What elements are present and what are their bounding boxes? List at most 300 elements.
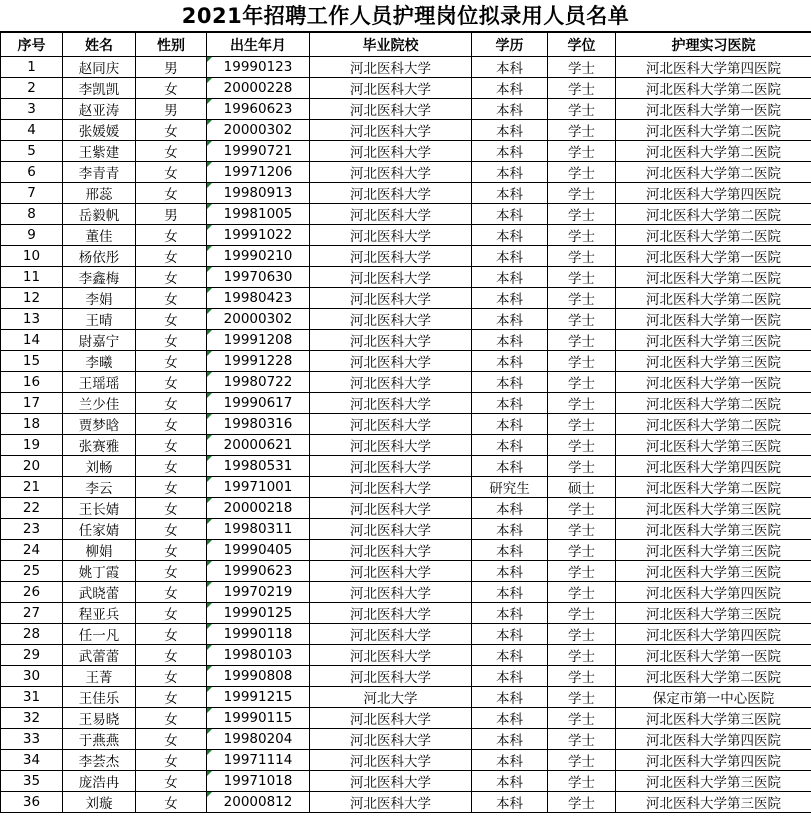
cell-seq: 26 — [1, 582, 63, 603]
cell-birth: 19971018 — [207, 771, 310, 792]
cell-school: 河北医科大学 — [310, 120, 472, 141]
cell-birth: 19980103 — [207, 645, 310, 666]
cell-hospital: 河北医科大学第四医院 — [616, 582, 811, 603]
cell-name: 姚丁霞 — [63, 561, 136, 582]
table-row — [1, 288, 811, 309]
cell-education: 本科 — [472, 456, 548, 477]
cell-education: 本科 — [472, 540, 548, 561]
cell-degree: 学士 — [548, 519, 616, 540]
table-row — [1, 540, 811, 561]
cell-gender: 女 — [136, 666, 207, 687]
cell-gender: 女 — [136, 414, 207, 435]
cell-education: 研究生 — [472, 477, 548, 498]
cell-hospital: 河北医科大学第三医院 — [616, 498, 811, 519]
cell-hospital: 河北医科大学第一医院 — [616, 645, 811, 666]
cell-education: 本科 — [472, 78, 548, 99]
table-row — [1, 729, 811, 750]
cell-school: 河北医科大学 — [310, 57, 472, 78]
cell-gender: 女 — [136, 792, 207, 813]
cell-seq: 33 — [1, 729, 63, 750]
cell-name: 王易晓 — [63, 708, 136, 729]
table-row — [1, 687, 811, 708]
cell-gender: 女 — [136, 729, 207, 750]
cell-gender: 女 — [136, 498, 207, 519]
cell-education: 本科 — [472, 99, 548, 120]
cell-hospital: 河北医科大学第二医院 — [616, 414, 811, 435]
cell-education: 本科 — [472, 687, 548, 708]
cell-hospital: 河北医科大学第三医院 — [616, 603, 811, 624]
cell-gender: 女 — [136, 141, 207, 162]
table-row — [1, 666, 811, 687]
cell-degree: 学士 — [548, 582, 616, 603]
cell-name: 武晓蕾 — [63, 582, 136, 603]
cell-gender: 女 — [136, 267, 207, 288]
cell-school: 河北医科大学 — [310, 645, 472, 666]
cell-birth: 19970630 — [207, 267, 310, 288]
cell-school: 河北医科大学 — [310, 729, 472, 750]
cell-name: 李娟 — [63, 288, 136, 309]
cell-school: 河北医科大学 — [310, 267, 472, 288]
cell-education: 本科 — [472, 309, 548, 330]
cell-name: 邢蕊 — [63, 183, 136, 204]
cell-school: 河北医科大学 — [310, 393, 472, 414]
cell-school: 河北医科大学 — [310, 246, 472, 267]
cell-name: 刘畅 — [63, 456, 136, 477]
cell-hospital: 河北医科大学第三医院 — [616, 792, 811, 813]
cell-hospital: 河北医科大学第二医院 — [616, 120, 811, 141]
cell-seq: 30 — [1, 666, 63, 687]
cell-degree: 学士 — [548, 708, 616, 729]
cell-gender: 女 — [136, 456, 207, 477]
cell-school: 河北医科大学 — [310, 351, 472, 372]
cell-education: 本科 — [472, 792, 548, 813]
cell-degree: 学士 — [548, 57, 616, 78]
cell-school: 河北医科大学 — [310, 183, 472, 204]
cell-school: 河北医科大学 — [310, 309, 472, 330]
cell-school: 河北医科大学 — [310, 225, 472, 246]
cell-degree: 学士 — [548, 456, 616, 477]
cell-birth: 19971001 — [207, 477, 310, 498]
cell-school: 河北医科大学 — [310, 435, 472, 456]
cell-degree: 学士 — [548, 351, 616, 372]
cell-name: 武蕾蕾 — [63, 645, 136, 666]
table-row — [1, 708, 811, 729]
cell-gender: 女 — [136, 120, 207, 141]
table-row — [1, 435, 811, 456]
cell-birth: 19980311 — [207, 519, 310, 540]
cell-seq: 19 — [1, 435, 63, 456]
cell-degree: 学士 — [548, 792, 616, 813]
cell-gender: 女 — [136, 393, 207, 414]
cell-seq: 35 — [1, 771, 63, 792]
cell-name: 李曦 — [63, 351, 136, 372]
cell-gender: 女 — [136, 372, 207, 393]
cell-school: 河北医科大学 — [310, 771, 472, 792]
cell-degree: 学士 — [548, 288, 616, 309]
table-row — [1, 393, 811, 414]
cell-seq: 28 — [1, 624, 63, 645]
cell-school: 河北医科大学 — [310, 519, 472, 540]
cell-school: 河北医科大学 — [310, 792, 472, 813]
cell-degree: 学士 — [548, 78, 616, 99]
cell-degree: 学士 — [548, 225, 616, 246]
cell-hospital: 河北医科大学第一医院 — [616, 372, 811, 393]
cell-education: 本科 — [472, 435, 548, 456]
cell-school: 河北医科大学 — [310, 141, 472, 162]
cell-birth: 19990617 — [207, 393, 310, 414]
cell-hospital: 河北医科大学第二医院 — [616, 141, 811, 162]
cell-hospital: 河北医科大学第一医院 — [616, 246, 811, 267]
cell-hospital: 保定市第一中心医院 — [616, 687, 811, 708]
cell-hospital: 河北医科大学第四医院 — [616, 624, 811, 645]
cell-seq: 21 — [1, 477, 63, 498]
cell-name: 于燕燕 — [63, 729, 136, 750]
cell-gender: 男 — [136, 57, 207, 78]
cell-education: 本科 — [472, 414, 548, 435]
cell-school: 河北大学 — [310, 687, 472, 708]
cell-degree: 学士 — [548, 330, 616, 351]
cell-education: 本科 — [472, 372, 548, 393]
cell-birth: 19991208 — [207, 330, 310, 351]
cell-degree: 学士 — [548, 498, 616, 519]
cell-name: 任一凡 — [63, 624, 136, 645]
cell-name: 岳毅帆 — [63, 204, 136, 225]
cell-name: 杨依彤 — [63, 246, 136, 267]
cell-gender: 女 — [136, 603, 207, 624]
cell-name: 赵亚涛 — [63, 99, 136, 120]
cell-name: 李青青 — [63, 162, 136, 183]
cell-education: 本科 — [472, 645, 548, 666]
cell-birth: 19980423 — [207, 288, 310, 309]
cell-gender: 女 — [136, 771, 207, 792]
cell-hospital: 河北医科大学第二医院 — [616, 393, 811, 414]
cell-gender: 女 — [136, 750, 207, 771]
cell-seq: 5 — [1, 141, 63, 162]
table-row — [1, 645, 811, 666]
cell-birth: 19990721 — [207, 141, 310, 162]
cell-school: 河北医科大学 — [310, 477, 472, 498]
cell-hospital: 河北医科大学第二医院 — [616, 204, 811, 225]
cell-degree: 学士 — [548, 99, 616, 120]
cell-name: 刘璇 — [63, 792, 136, 813]
cell-gender: 女 — [136, 561, 207, 582]
table-row — [1, 183, 811, 204]
cell-seq: 2 — [1, 78, 63, 99]
cell-degree: 学士 — [548, 393, 616, 414]
cell-seq: 22 — [1, 498, 63, 519]
cell-degree: 学士 — [548, 666, 616, 687]
cell-birth: 20000302 — [207, 120, 310, 141]
cell-gender: 女 — [136, 225, 207, 246]
cell-seq: 29 — [1, 645, 63, 666]
cell-name: 王紫建 — [63, 141, 136, 162]
cell-birth: 19971206 — [207, 162, 310, 183]
cell-name: 李凯凯 — [63, 78, 136, 99]
cell-hospital: 河北医科大学第一医院 — [616, 309, 811, 330]
cell-hospital: 河北医科大学第二医院 — [616, 162, 811, 183]
cell-name: 庞浩冉 — [63, 771, 136, 792]
header-birth: 出生年月 — [207, 33, 310, 57]
cell-seq: 16 — [1, 372, 63, 393]
table-row — [1, 372, 811, 393]
cell-birth: 20000228 — [207, 78, 310, 99]
cell-seq: 32 — [1, 708, 63, 729]
cell-education: 本科 — [472, 624, 548, 645]
cell-degree: 学士 — [548, 414, 616, 435]
table-row — [1, 267, 811, 288]
cell-birth: 19960623 — [207, 99, 310, 120]
cell-name: 王菁 — [63, 666, 136, 687]
cell-birth: 19990125 — [207, 603, 310, 624]
cell-hospital: 河北医科大学第三医院 — [616, 435, 811, 456]
cell-name: 李云 — [63, 477, 136, 498]
cell-degree: 学士 — [548, 624, 616, 645]
header-name: 姓名 — [63, 33, 136, 57]
cell-education: 本科 — [472, 603, 548, 624]
cell-birth: 19990123 — [207, 57, 310, 78]
cell-hospital: 河北医科大学第三医院 — [616, 330, 811, 351]
cell-birth: 19980204 — [207, 729, 310, 750]
cell-birth: 19991022 — [207, 225, 310, 246]
cell-school: 河北医科大学 — [310, 603, 472, 624]
cell-name: 张媛媛 — [63, 120, 136, 141]
cell-degree: 学士 — [548, 729, 616, 750]
cell-education: 本科 — [472, 729, 548, 750]
cell-name: 王长婧 — [63, 498, 136, 519]
table-row — [1, 78, 811, 99]
cell-education: 本科 — [472, 498, 548, 519]
cell-seq: 4 — [1, 120, 63, 141]
cell-degree: 学士 — [548, 162, 616, 183]
cell-birth: 19990405 — [207, 540, 310, 561]
cell-school: 河北医科大学 — [310, 99, 472, 120]
cell-birth: 19990808 — [207, 666, 310, 687]
cell-education: 本科 — [472, 330, 548, 351]
cell-education: 本科 — [472, 57, 548, 78]
cell-birth: 19991215 — [207, 687, 310, 708]
cell-birth: 19971114 — [207, 750, 310, 771]
cell-hospital: 河北医科大学第四医院 — [616, 183, 811, 204]
table-row — [1, 792, 811, 813]
cell-degree: 学士 — [548, 141, 616, 162]
cell-gender: 女 — [136, 183, 207, 204]
cell-name: 程亚兵 — [63, 603, 136, 624]
cell-name: 柳娟 — [63, 540, 136, 561]
table-row — [1, 120, 811, 141]
cell-birth: 19970219 — [207, 582, 310, 603]
table-row — [1, 519, 811, 540]
table-row — [1, 561, 811, 582]
cell-school: 河北医科大学 — [310, 78, 472, 99]
cell-seq: 11 — [1, 267, 63, 288]
cell-seq: 14 — [1, 330, 63, 351]
table-row — [1, 414, 811, 435]
cell-hospital: 河北医科大学第二医院 — [616, 267, 811, 288]
cell-name: 张赛雅 — [63, 435, 136, 456]
cell-degree: 学士 — [548, 540, 616, 561]
cell-birth: 20000218 — [207, 498, 310, 519]
cell-name: 赵同庆 — [63, 57, 136, 78]
cell-seq: 20 — [1, 456, 63, 477]
header-gender: 性别 — [136, 33, 207, 57]
cell-gender: 女 — [136, 708, 207, 729]
cell-degree: 学士 — [548, 246, 616, 267]
cell-seq: 12 — [1, 288, 63, 309]
table-row — [1, 99, 811, 120]
cell-hospital: 河北医科大学第二医院 — [616, 477, 811, 498]
cell-gender: 女 — [136, 309, 207, 330]
cell-seq: 10 — [1, 246, 63, 267]
cell-hospital: 河北医科大学第三医院 — [616, 771, 811, 792]
cell-education: 本科 — [472, 351, 548, 372]
table-row — [1, 750, 811, 771]
cell-education: 本科 — [472, 204, 548, 225]
cell-degree: 学士 — [548, 435, 616, 456]
cell-education: 本科 — [472, 666, 548, 687]
cell-seq: 25 — [1, 561, 63, 582]
cell-gender: 女 — [136, 687, 207, 708]
cell-seq: 31 — [1, 687, 63, 708]
table-row — [1, 204, 811, 225]
cell-hospital: 河北医科大学第二医院 — [616, 78, 811, 99]
table-row — [1, 477, 811, 498]
cell-hospital: 河北医科大学第二医院 — [616, 225, 811, 246]
cell-birth: 19990210 — [207, 246, 310, 267]
cell-education: 本科 — [472, 708, 548, 729]
cell-gender: 女 — [136, 519, 207, 540]
table-row — [1, 498, 811, 519]
cell-gender: 女 — [136, 624, 207, 645]
cell-education: 本科 — [472, 582, 548, 603]
table-row — [1, 456, 811, 477]
cell-seq: 24 — [1, 540, 63, 561]
cell-gender: 女 — [136, 288, 207, 309]
cell-degree: 学士 — [548, 561, 616, 582]
cell-birth: 19990115 — [207, 708, 310, 729]
cell-gender: 女 — [136, 78, 207, 99]
cell-school: 河北医科大学 — [310, 162, 472, 183]
cell-school: 河北医科大学 — [310, 666, 472, 687]
cell-seq: 3 — [1, 99, 63, 120]
cell-education: 本科 — [472, 750, 548, 771]
cell-gender: 女 — [136, 582, 207, 603]
cell-degree: 学士 — [548, 204, 616, 225]
cell-birth: 19981005 — [207, 204, 310, 225]
cell-name: 尉嘉宁 — [63, 330, 136, 351]
cell-birth: 19980531 — [207, 456, 310, 477]
cell-gender: 女 — [136, 351, 207, 372]
cell-seq: 13 — [1, 309, 63, 330]
cell-name: 王佳乐 — [63, 687, 136, 708]
cell-birth: 19980913 — [207, 183, 310, 204]
cell-birth: 20000812 — [207, 792, 310, 813]
table-row — [1, 351, 811, 372]
cell-school: 河北医科大学 — [310, 708, 472, 729]
table-row — [1, 309, 811, 330]
table-row — [1, 141, 811, 162]
table-row — [1, 57, 811, 78]
table-row — [1, 330, 811, 351]
cell-hospital: 河北医科大学第四医院 — [616, 57, 811, 78]
cell-degree: 学士 — [548, 687, 616, 708]
cell-seq: 27 — [1, 603, 63, 624]
cell-school: 河北医科大学 — [310, 624, 472, 645]
cell-seq: 17 — [1, 393, 63, 414]
candidate-table — [0, 32, 811, 813]
cell-school: 河北医科大学 — [310, 330, 472, 351]
cell-seq: 15 — [1, 351, 63, 372]
page-title: 2021年招聘工作人员护理岗位拟录用人员名单 — [0, 0, 811, 32]
cell-birth: 19990118 — [207, 624, 310, 645]
table-row — [1, 771, 811, 792]
cell-gender: 女 — [136, 477, 207, 498]
cell-degree: 学士 — [548, 750, 616, 771]
cell-name: 兰少佳 — [63, 393, 136, 414]
cell-hospital: 河北医科大学第三医院 — [616, 519, 811, 540]
table-row — [1, 246, 811, 267]
header-degree: 学位 — [548, 33, 616, 57]
cell-education: 本科 — [472, 771, 548, 792]
cell-education: 本科 — [472, 267, 548, 288]
cell-degree: 学士 — [548, 309, 616, 330]
header-education: 学历 — [472, 33, 548, 57]
cell-degree: 学士 — [548, 372, 616, 393]
cell-hospital: 河北医科大学第三医院 — [616, 540, 811, 561]
cell-birth: 19980722 — [207, 372, 310, 393]
cell-gender: 男 — [136, 204, 207, 225]
cell-education: 本科 — [472, 120, 548, 141]
cell-degree: 学士 — [548, 645, 616, 666]
cell-hospital: 河北医科大学第二医院 — [616, 288, 811, 309]
cell-name: 王瑶瑶 — [63, 372, 136, 393]
cell-seq: 18 — [1, 414, 63, 435]
cell-education: 本科 — [472, 225, 548, 246]
header-school: 毕业院校 — [310, 33, 472, 57]
cell-education: 本科 — [472, 141, 548, 162]
cell-birth: 19980316 — [207, 414, 310, 435]
cell-name: 董佳 — [63, 225, 136, 246]
cell-seq: 1 — [1, 57, 63, 78]
cell-gender: 女 — [136, 330, 207, 351]
cell-name: 贾梦晗 — [63, 414, 136, 435]
cell-gender: 女 — [136, 540, 207, 561]
cell-school: 河北医科大学 — [310, 372, 472, 393]
cell-degree: 学士 — [548, 267, 616, 288]
cell-school: 河北医科大学 — [310, 414, 472, 435]
header-row — [1, 33, 811, 57]
cell-name: 李荟杰 — [63, 750, 136, 771]
cell-name: 任家婧 — [63, 519, 136, 540]
cell-education: 本科 — [472, 393, 548, 414]
cell-hospital: 河北医科大学第二医院 — [616, 666, 811, 687]
table-row — [1, 162, 811, 183]
cell-hospital: 河北医科大学第四医院 — [616, 456, 811, 477]
cell-birth: 19990623 — [207, 561, 310, 582]
cell-hospital: 河北医科大学第一医院 — [616, 99, 811, 120]
table-row — [1, 582, 811, 603]
cell-hospital: 河北医科大学第四医院 — [616, 750, 811, 771]
cell-degree: 学士 — [548, 120, 616, 141]
cell-school: 河北医科大学 — [310, 582, 472, 603]
cell-hospital: 河北医科大学第四医院 — [616, 729, 811, 750]
cell-seq: 34 — [1, 750, 63, 771]
cell-education: 本科 — [472, 162, 548, 183]
cell-hospital: 河北医科大学第三医院 — [616, 561, 811, 582]
cell-birth: 20000621 — [207, 435, 310, 456]
table-row — [1, 225, 811, 246]
cell-school: 河北医科大学 — [310, 750, 472, 771]
cell-education: 本科 — [472, 561, 548, 582]
